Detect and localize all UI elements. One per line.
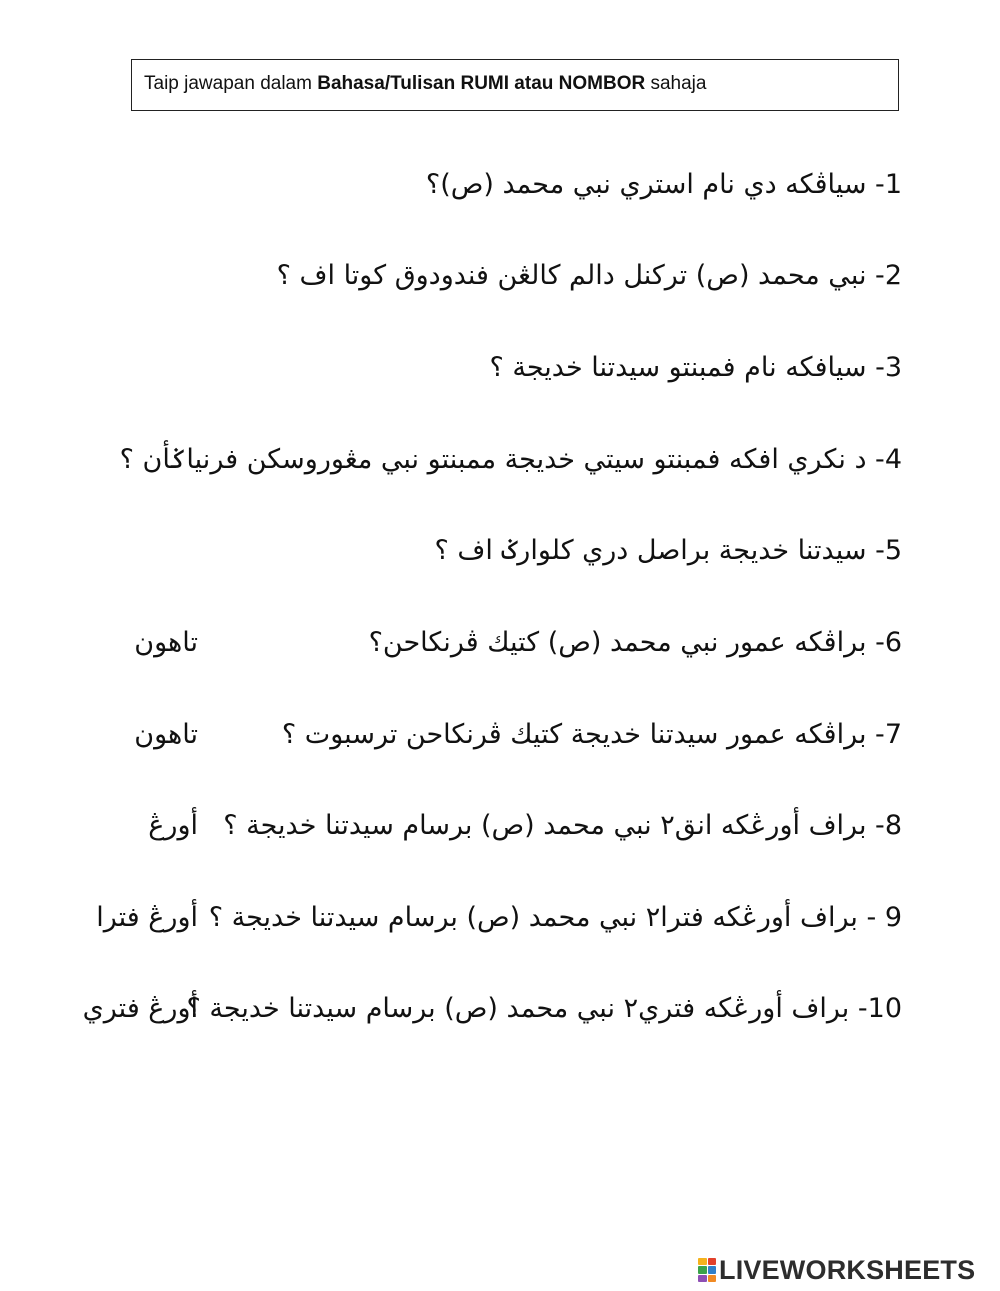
instruction-box: [131, 59, 899, 111]
question-2: 2- نبي محمد (ص) تركنل دالم كالڠن فندودوق كوتا اف ؟: [276, 260, 902, 291]
question-10: 10- براف أورڠكه فتري٢ نبي محمد (ص) برسام سيدتنا خديجة ؟: [186, 993, 902, 1024]
logo-square: [708, 1258, 717, 1265]
question-9: 9 - براف أورڠكه فترا٢ نبي محمد (ص) برسام سيدتنا خديجة ؟: [208, 902, 902, 933]
logo-square: [698, 1275, 707, 1282]
answer-field-4[interactable]: [20, 442, 210, 478]
answer-field-3[interactable]: [40, 350, 510, 386]
logo-square: [698, 1258, 707, 1265]
liveworksheets-logo-text: LIVEWORKSHEETS: [719, 1254, 976, 1285]
unit-label-9: أورڠ فترا: [96, 902, 198, 933]
logo-square: [698, 1266, 707, 1273]
instruction-suffix: sahaja: [645, 73, 707, 94]
answer-field-8[interactable]: [210, 808, 300, 844]
unit-label-10: أورڠ فتري: [82, 993, 198, 1024]
question-6: 6- براڤكه عمور نبي محمد (ص) كتيك ڤرنكاحن؟: [368, 627, 902, 658]
answer-field-5[interactable]: [40, 533, 420, 569]
logo-square: [708, 1266, 717, 1273]
unit-label-8: أورڠ: [148, 810, 198, 841]
answer-field-2[interactable]: [40, 258, 340, 294]
instruction-prefix: Taip jawapan dalam: [144, 73, 318, 94]
question-3: 3- سيافكه نام فمبنتو سيدتنا خديجة ؟: [489, 352, 902, 383]
liveworksheets-logo: [698, 1255, 975, 1285]
unit-label-6: تاهون: [134, 627, 198, 658]
unit-label-7: تاهون: [134, 719, 198, 750]
question-1: 1- سياڤكه دي نام استري نبي محمد (ص)؟: [425, 169, 902, 200]
question-4: 4- د نكري افكه فمبنتو سيتي خديجة ممبنتو نبي مڠوروسكن فرنياݢأن ؟: [119, 444, 902, 475]
question-8: 8- براف أورڠكه انق٢ نبي محمد (ص) برسام سيدتنا خديجة ؟: [223, 810, 902, 841]
question-5: 5- سيدتنا خديجة براصل دري كلوارݢ اف ؟: [434, 535, 902, 566]
answer-field-9[interactable]: [210, 900, 270, 936]
instruction-bold: Bahasa/Tulisan RUMI atau NOMBOR: [317, 73, 646, 94]
answer-field-10[interactable]: [210, 991, 270, 1027]
question-7: 7- براڤكه عمور سيدتنا خديجة كتيك ڤرنكاحن ترسبوت ؟: [281, 719, 902, 750]
answer-field-7[interactable]: [210, 717, 320, 753]
answer-field-1[interactable]: [40, 167, 450, 203]
liveworksheets-logo-icon: [698, 1258, 716, 1282]
answer-field-6[interactable]: [210, 625, 410, 661]
logo-square: [708, 1275, 717, 1282]
